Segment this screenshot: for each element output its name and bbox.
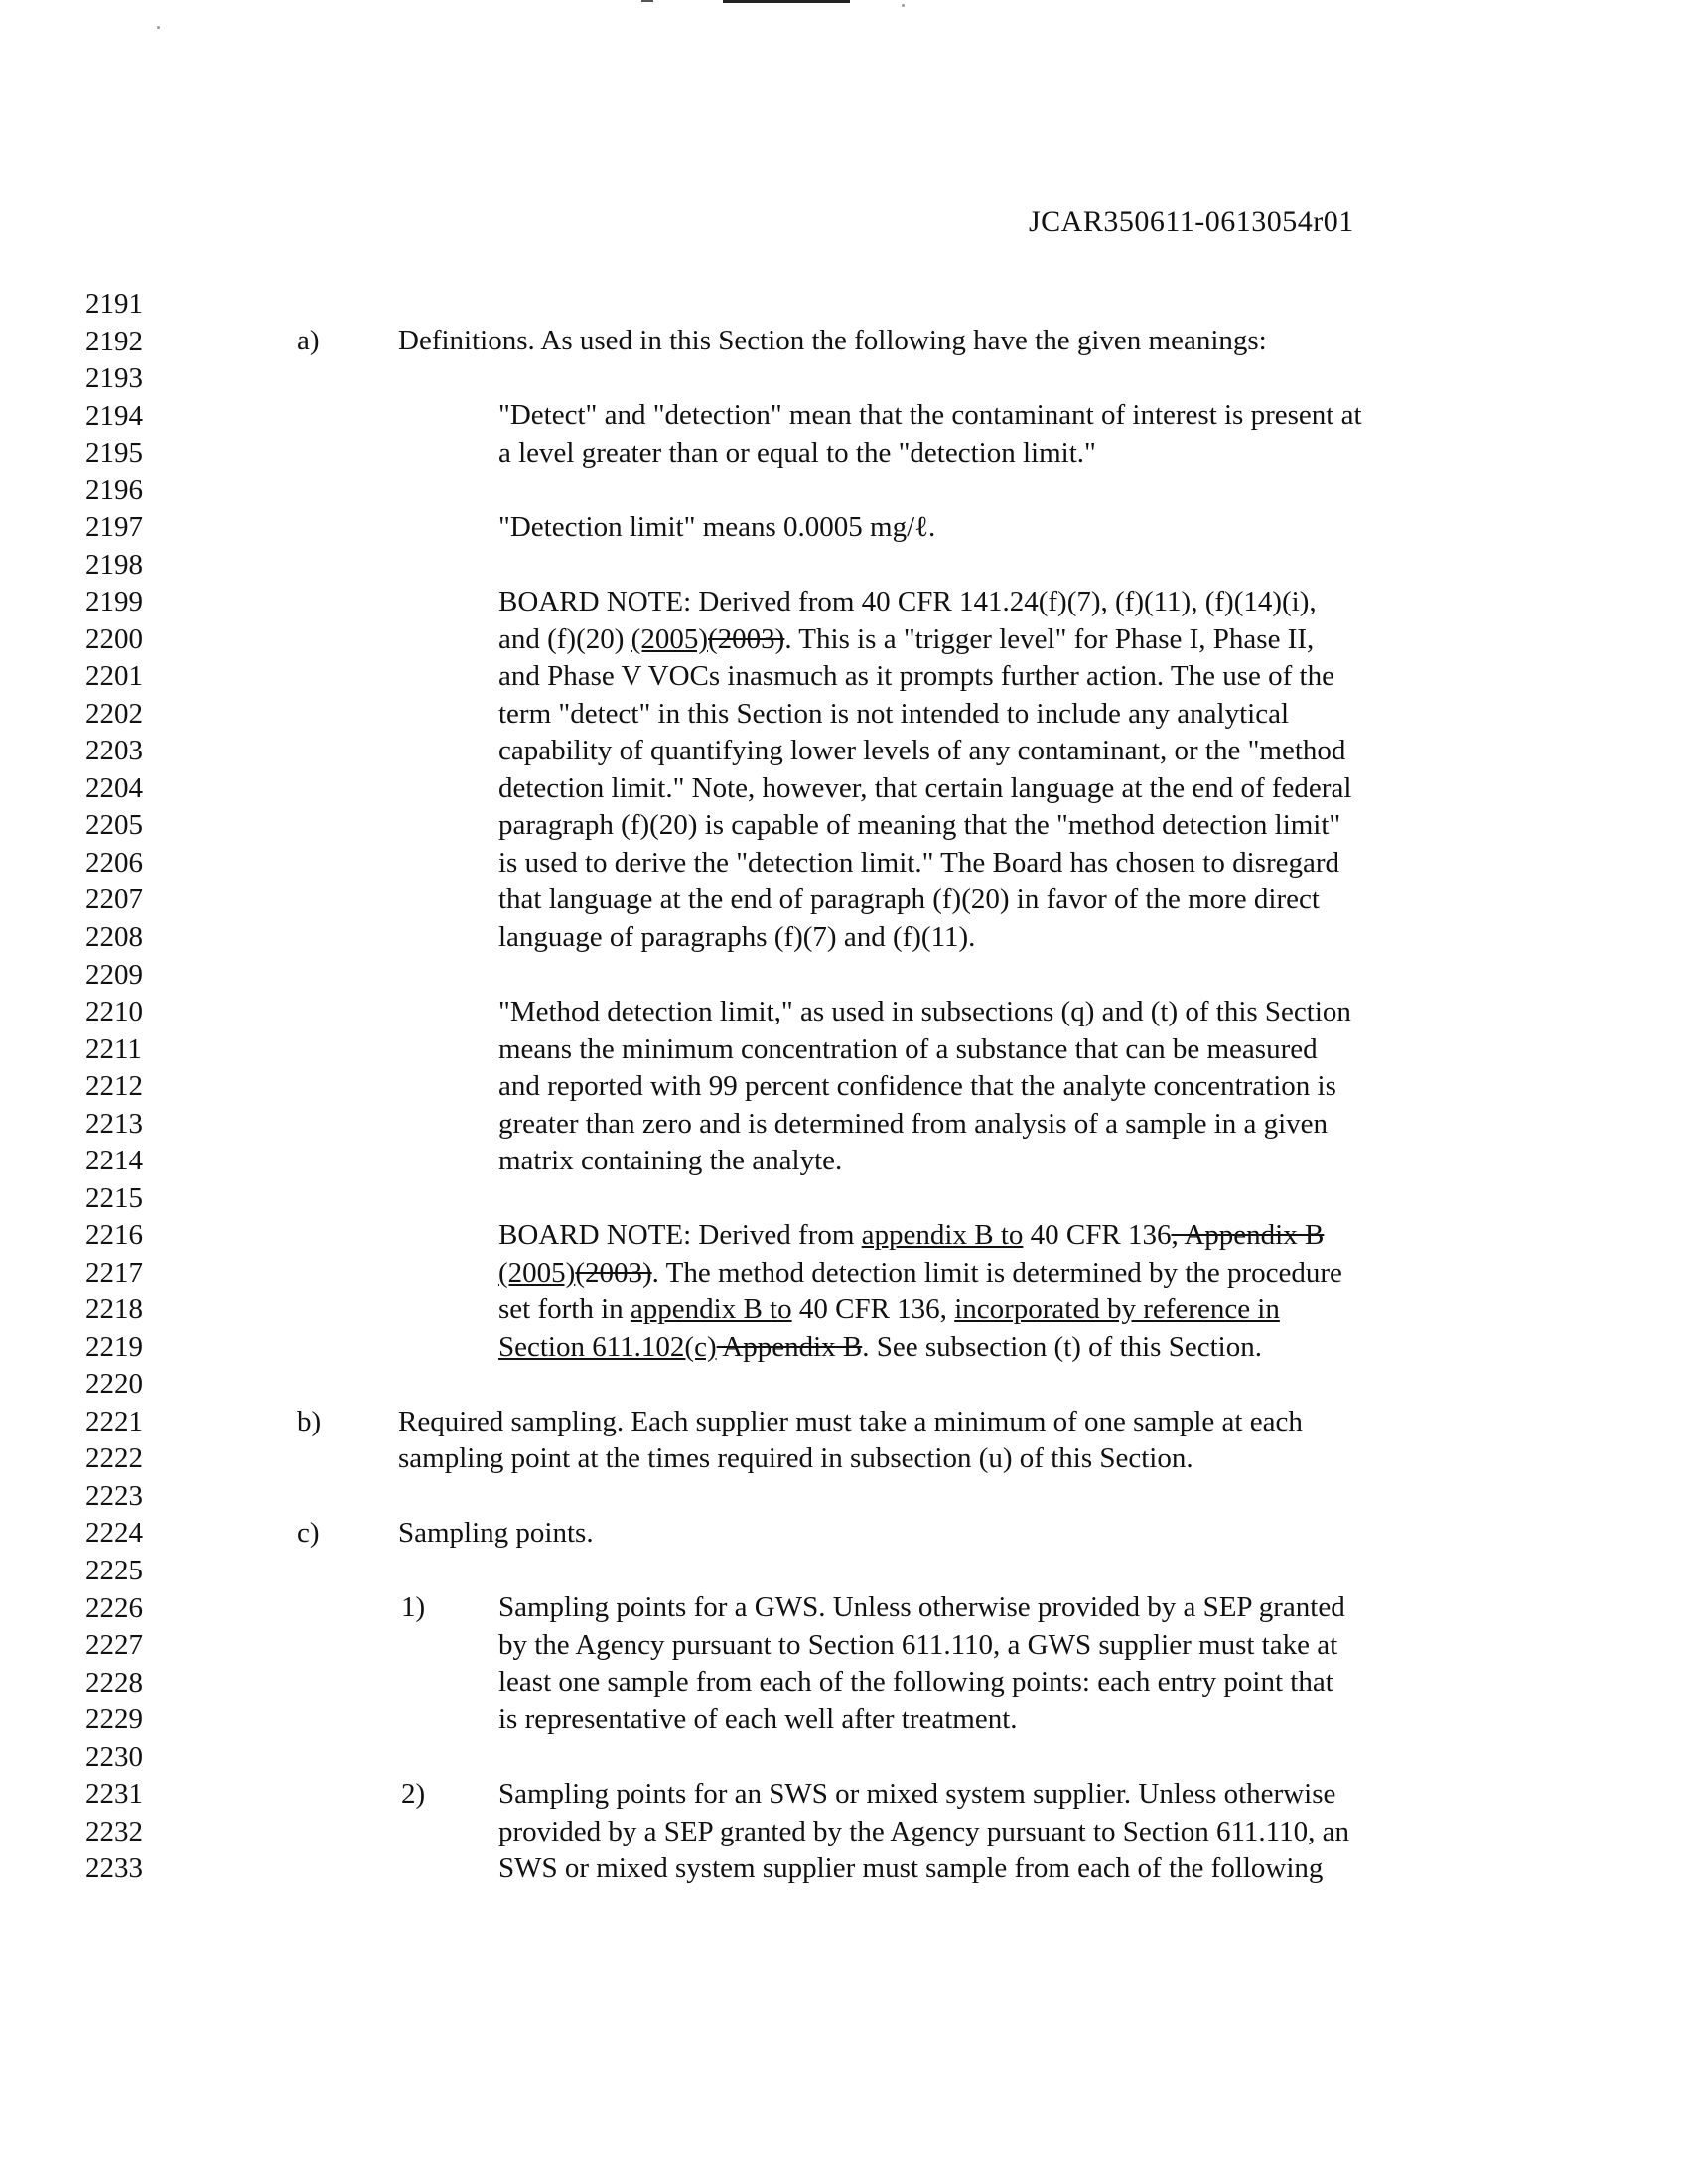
definition-detect-line: "Detect" and "detection" mean that the contaminant of interest is present at (498, 399, 1362, 431)
inserted-text: (2005) (631, 623, 708, 655)
line-number: 2227 (85, 1629, 143, 1661)
line-number: 2199 (85, 586, 143, 617)
definition-mdl-line: and reported with 99 percent confidence that the analyte concentration is (498, 1070, 1336, 1102)
item-2-line: Sampling points for an SWS or mixed system supplier. Unless otherwise (498, 1778, 1336, 1810)
line-number: 2224 (85, 1517, 143, 1549)
board-note-line: term "detect" in this Section is not intended to include any analytical (498, 698, 1289, 730)
board-note-line: language of paragraphs (f)(7) and (f)(11). (498, 921, 976, 953)
line-number: 2191 (85, 288, 143, 320)
board-note-line: and Phase V VOCs inasmuch as it prompts further action. The use of the (498, 660, 1334, 692)
line-number: 2217 (85, 1257, 143, 1289)
scan-artifact (723, 0, 850, 3)
line-number: 2202 (85, 698, 143, 730)
line-number: 2218 (85, 1294, 143, 1325)
line-number: 2206 (85, 847, 143, 879)
line-number: 2231 (85, 1778, 143, 1810)
section-b-line: Required sampling. Each supplier must take a minimum of one sample at each (398, 1406, 1303, 1437)
section-c-label: c) (297, 1517, 320, 1549)
line-number: 2220 (85, 1368, 143, 1400)
line-number: 2194 (85, 400, 143, 432)
line-number: 2196 (85, 475, 143, 506)
line-number: 2197 (85, 511, 143, 543)
item-2-line: provided by a SEP granted by the Agency pursuant to Section 611.110, an (498, 1816, 1349, 1847)
line-number: 2200 (85, 623, 143, 655)
text-run: 40 CFR 136, (791, 1294, 955, 1325)
document-id: JCAR350611-0613054r01 (1029, 205, 1354, 238)
line-number: 2212 (85, 1070, 143, 1102)
line-number: 2216 (85, 1219, 143, 1251)
section-b-line: sampling point at the times required in subsection (u) of this Section. (398, 1442, 1193, 1474)
text-run: set forth in (498, 1294, 631, 1325)
line-number: 2230 (85, 1741, 143, 1773)
line-number: 2201 (85, 660, 143, 692)
definition-mdl-line: matrix containing the analyte. (498, 1145, 843, 1176)
line-number: 2193 (85, 362, 143, 394)
board-note-line: BOARD NOTE: Derived from 40 CFR 141.24(f)(7), (f)(11), (f)(14)(i), (498, 586, 1317, 617)
line-number: 2214 (85, 1145, 143, 1176)
line-number: 2222 (85, 1442, 143, 1474)
text-run: . The method detection limit is determined by the procedure (651, 1257, 1342, 1289)
inserted-text: Section 611.102(c) (498, 1331, 717, 1363)
board-note-line (498, 620, 1314, 658)
board-note-line: paragraph (f)(20) is capable of meaning that the "method detection limit" (498, 809, 1341, 841)
definition-detect-line: a level greater than or equal to the "detection limit." (498, 437, 1096, 469)
line-number: 2192 (85, 326, 143, 357)
line-number: 2221 (85, 1406, 143, 1437)
line-number: 2223 (85, 1480, 143, 1512)
definition-mdl-line: "Method detection limit," as used in subsections (q) and (t) of this Section (498, 996, 1351, 1027)
inserted-text: appendix B to (861, 1219, 1024, 1251)
board-note-line: detection limit." Note, however, that certain language at the end of federal (498, 772, 1352, 804)
text-run: and (f)(20) (498, 623, 632, 655)
line-number: 2209 (85, 959, 143, 991)
line-number: 2208 (85, 921, 143, 953)
item-1-line: Sampling points for a GWS. Unless otherwise provided by a SEP granted (498, 1591, 1345, 1623)
inserted-text: incorporated by reference in (954, 1294, 1280, 1325)
text-run: 40 CFR 136 (1023, 1219, 1172, 1251)
item-2-line: SWS or mixed system supplier must sample from each of the following (498, 1852, 1324, 1884)
line-number: 2204 (85, 772, 143, 804)
deleted-text: (2003) (708, 623, 785, 655)
line-number: 2215 (85, 1182, 143, 1214)
board-note-line (498, 1254, 1342, 1292)
section-b-label: b) (297, 1406, 322, 1437)
deleted-text: , Appendix B (1171, 1219, 1325, 1251)
section-a-label: a) (297, 325, 320, 356)
text-run: BOARD NOTE: Derived from (498, 1219, 862, 1251)
line-number: 2198 (85, 549, 143, 581)
board-note-line: capability of quantifying lower levels of any contaminant, or the "method (498, 735, 1346, 766)
board-note-line (498, 1291, 1280, 1328)
board-note-line: that language at the end of paragraph (f)(20) in favor of the more direct (498, 884, 1320, 915)
line-number: 2203 (85, 735, 143, 766)
deleted-text: Appendix B (716, 1331, 863, 1363)
line-number: 2232 (85, 1816, 143, 1847)
line-number: 2229 (85, 1704, 143, 1735)
line-number: 2226 (85, 1592, 143, 1624)
line-number: 2210 (85, 996, 143, 1027)
line-number: 2213 (85, 1108, 143, 1140)
board-note-line (498, 1216, 1324, 1254)
line-number: 2195 (85, 437, 143, 469)
text-run: . See subsection (t) of this Section. (862, 1331, 1262, 1363)
item-1-line: least one sample from each of the following points: each entry point that (498, 1666, 1333, 1698)
board-note-line: is used to derive the "detection limit." The Board has chosen to disregard (498, 847, 1340, 879)
scan-artifact (641, 0, 653, 2)
text-run: . This is a "trigger level" for Phase I, Phase II, (784, 623, 1315, 655)
definition-detection-limit: "Detection limit" means 0.0005 mg/ℓ. (498, 511, 936, 543)
item-2-label: 2) (401, 1778, 426, 1810)
line-number: 2205 (85, 809, 143, 841)
section-a-intro: Definitions. As used in this Section the following have the given meanings: (398, 325, 1267, 356)
line-number: 2228 (85, 1667, 143, 1699)
line-number: 2225 (85, 1555, 143, 1586)
line-number: 2233 (85, 1852, 143, 1884)
section-c-heading: Sampling points. (398, 1517, 594, 1549)
item-1-line: by the Agency pursuant to Section 611.110, a GWS supplier must take at (498, 1629, 1338, 1661)
line-number: 2219 (85, 1331, 143, 1363)
scan-artifact (902, 4, 905, 7)
deleted-text: (2003) (575, 1257, 652, 1289)
board-note-line (498, 1328, 1262, 1366)
item-1-line: is representative of each well after treatment. (498, 1704, 1018, 1735)
item-1-label: 1) (401, 1591, 426, 1623)
line-number: 2207 (85, 884, 143, 915)
inserted-text: appendix B to (630, 1294, 792, 1325)
inserted-text: (2005) (498, 1257, 576, 1289)
definition-mdl-line: means the minimum concentration of a substance that can be measured (498, 1033, 1318, 1065)
scan-artifact (157, 26, 160, 29)
definition-mdl-line: greater than zero and is determined from analysis of a sample in a given (498, 1108, 1329, 1140)
line-number: 2211 (85, 1033, 142, 1065)
